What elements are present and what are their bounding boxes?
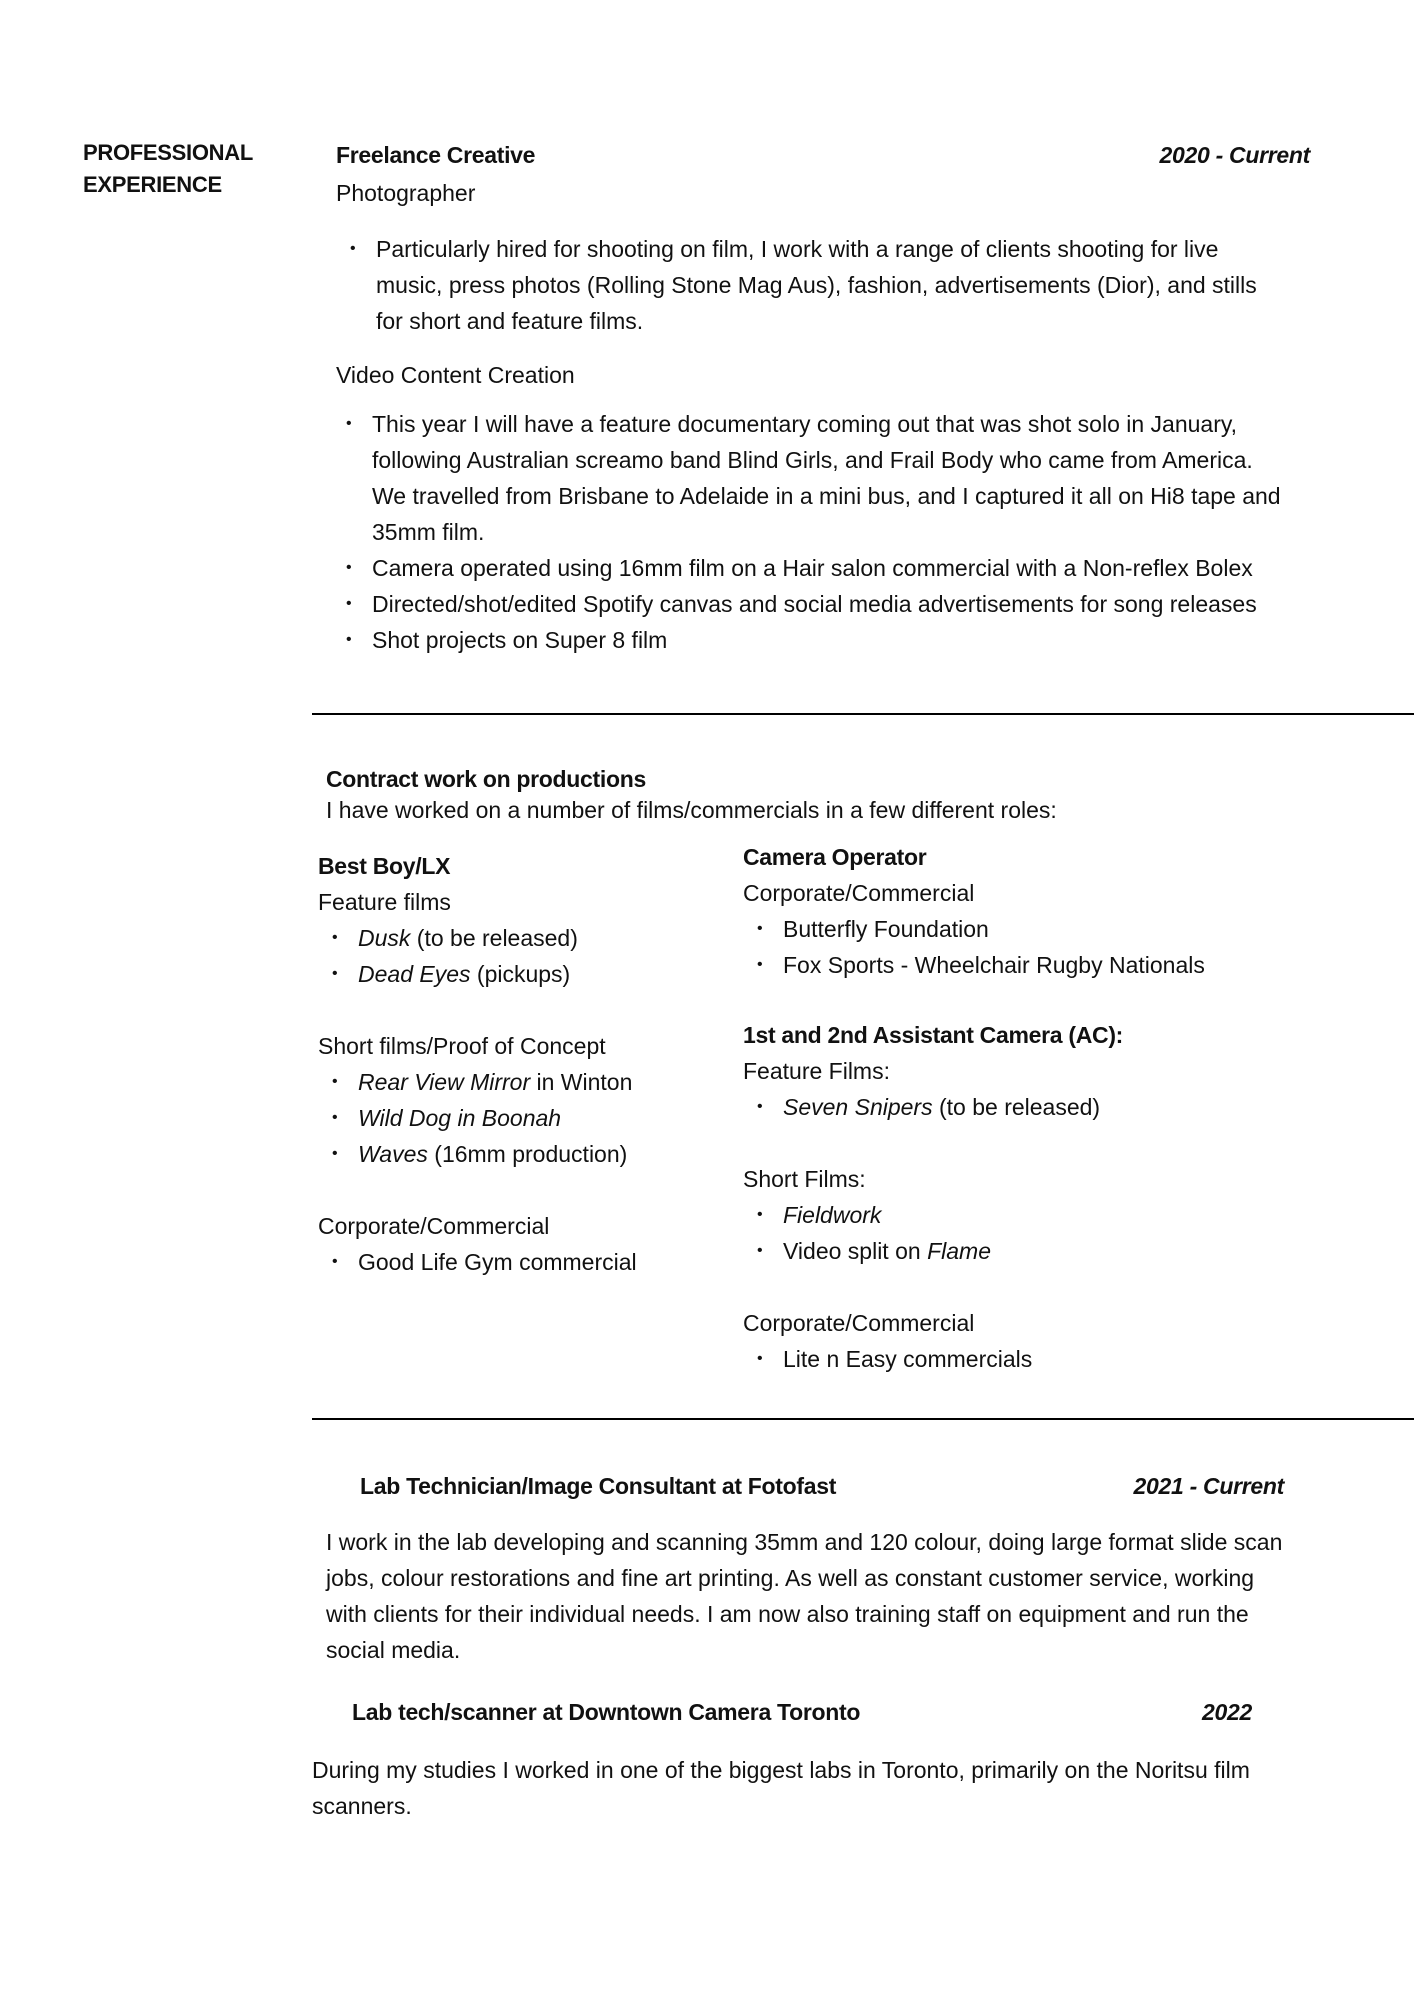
photo-bullet-list <box>336 231 1276 339</box>
list-item: • Dusk (to be released) <box>318 920 718 956</box>
category-label: Short Films: <box>743 1166 866 1192</box>
list-item: • Good Life Gym commercial <box>318 1244 718 1280</box>
section-label: PROFESSIONAL EXPERIENCE <box>83 140 253 197</box>
camera-op-list <box>743 911 1303 983</box>
role-heading-ac: 1st and 2nd Assistant Camera (AC): <box>743 1022 1124 1048</box>
job-title-toronto: Lab tech/scanner at Downtown Camera Toronto <box>352 1699 861 1725</box>
list-item: • Directed/shot/edited Spotify canvas and social media advertisements for song releases <box>332 586 1292 622</box>
list-item: • Shot projects on Super 8 film <box>332 622 1292 658</box>
contract-right-column <box>743 839 1303 1377</box>
list-item: • Video split on Flame <box>743 1233 1303 1269</box>
corporate-list <box>318 1244 718 1280</box>
short-films-list <box>318 1064 718 1172</box>
list-item: • Particularly hired for shooting on film, I work with a range of clients shooting for live music, press photos (Rolling Stone Mag Aus), fashion, advertisements (Dior), and stills for short and feature films. <box>336 231 1276 339</box>
category-label: Corporate/Commercial <box>743 1310 975 1336</box>
list-item: • Lite n Easy commercials <box>743 1341 1303 1377</box>
list-item: • Rear View Mirror in Winton <box>318 1064 718 1100</box>
contract-intro: I have worked on a number of films/commercials in a few different roles: <box>326 797 1057 823</box>
list-item: • Butterfly Foundation <box>743 911 1303 947</box>
list-item: • Fieldwork <box>743 1197 1303 1233</box>
video-bullet-list <box>332 406 1292 658</box>
job-dates-fotofast: 2021 - Current <box>1133 1473 1284 1499</box>
list-item: • This year I will have a feature documentary coming out that was shot solo in January, following Australian screamo band Blind Girls, and Frail Body who came from America. We travelled from Brisbane to Adelaide in a mini bus, and I captured it all on Hi8 tape and 35mm film. <box>332 406 1292 550</box>
list-item: • Seven Snipers (to be released) <box>743 1089 1303 1125</box>
feature-films-list <box>318 920 718 992</box>
category-label: Short films/Proof of Concept <box>318 1033 606 1059</box>
list-item: • Fox Sports - Wheelchair Rugby Nationals <box>743 947 1303 983</box>
contract-title: Contract work on productions <box>326 766 646 792</box>
ac-feature-list <box>743 1089 1303 1125</box>
job-dates-freelance: 2020 - Current <box>1159 142 1310 168</box>
ac-corporate-list <box>743 1341 1303 1377</box>
subtitle-photographer: Photographer <box>336 180 476 206</box>
subtitle-video: Video Content Creation <box>336 362 575 388</box>
role-heading-best-boy: Best Boy/LX <box>318 853 451 879</box>
divider-2 <box>312 1418 1414 1420</box>
job-description-fotofast: I work in the lab developing and scanning 35mm and 120 colour, doing large format slide scan jobs, colour restorations and fine art printing. As well as constant customer service, working with clients for their individual needs. I am now also training staff on equipment and run the social media. <box>326 1529 1283 1663</box>
category-label: Feature Films: <box>743 1058 890 1084</box>
list-item: • Wild Dog in Boonah <box>318 1100 718 1136</box>
divider-1 <box>312 713 1414 715</box>
ac-short-list <box>743 1197 1303 1269</box>
category-label: Feature films <box>318 889 451 915</box>
list-item: • Dead Eyes (pickups) <box>318 956 718 992</box>
role-heading-camera-operator: Camera Operator <box>743 844 927 870</box>
list-item: • Waves (16mm production) <box>318 1136 718 1172</box>
job-description-toronto: During my studies I worked in one of the biggest labs in Toronto, primarily on the Noritsu film scanners. <box>312 1757 1250 1819</box>
category-label: Corporate/Commercial <box>743 880 975 906</box>
job-dates-toronto: 2022 <box>1202 1699 1252 1725</box>
job-title-fotofast: Lab Technician/Image Consultant at Fotofast <box>360 1473 837 1499</box>
category-label: Corporate/Commercial <box>318 1213 550 1239</box>
job-title-freelance: Freelance Creative <box>336 142 536 168</box>
contract-left-column <box>318 848 718 1280</box>
list-item: • Camera operated using 16mm film on a Hair salon commercial with a Non-reflex Bolex <box>332 550 1292 586</box>
